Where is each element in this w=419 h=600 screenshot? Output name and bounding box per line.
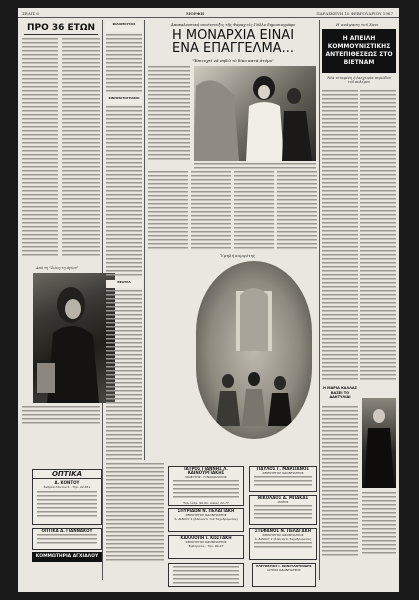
callas-photo [362,398,396,488]
doctor2-title: ΠΑΥΛΟΣ Γ. ΜΑΡΣΙΑΝΟΣ [256,466,310,471]
clinic-address: Ἀ. ΔΙΑΚΟΥ 2 (Ἀπέναντι Ταχυδρομείου) [254,537,312,541]
bottom-center-ad [168,563,244,587]
listing-title-2: ΚΙΝΗΜΑΤΟΓΡΑΦΟΙ [108,96,140,100]
doctor1-text [173,480,239,500]
doctor-ad-1 [168,466,244,506]
newspaper-page [18,8,399,592]
photo-caption-text [194,163,316,169]
optika-text [37,491,97,517]
anthro-ad [249,495,317,525]
photo-caption: Από τη "Ζώνη τη άγίου" [36,266,79,270]
callas-headline: Η ΜΑΡΙΑ ΚΑΛΛΑΣ ΒΑΖΕΙ ΤΟ ΔΑΚΤΥΛΙΔΙ [322,386,358,399]
page-number: ΣΕΛΙΣ 6 [22,11,39,16]
clinic-ad [249,528,317,560]
center-article-text [148,171,188,251]
page-header [18,8,399,18]
actress-photo [33,273,115,403]
anthro-title: ΝΙΚΟΛΑΟΣ Α. ΜΠΑΚΑΣ [257,495,309,500]
listing-box-1 [106,22,142,32]
optika-address: Ἀνδρέα Λόντου 5 - Τηλ. 22.451 [43,485,91,489]
fashion-photo [196,261,312,439]
center-article-text [148,66,190,162]
callas-article-text [362,492,396,556]
komotiria-banner: ΚΟΜΜΩΤΗΡΙΑ ΑΓΧΙΑΛΟΥ [32,552,102,562]
center-article-text [191,171,231,251]
left-article-text [22,38,58,258]
center-headline-2: ΕΝΑ ΕΠΑΓΓΕΛΜΑ... [172,41,294,56]
optika2-text [37,534,97,546]
left-article-text [62,38,100,258]
last-ad-title: ΕΛΕΥΘΕΡΙΟΣ Ι. ΚΩΝΣΤΑΝΤΙΝΙΔΗΣ [256,564,312,568]
listing-box-2 [106,96,142,104]
last-ad [252,563,316,587]
royal-photo [194,66,316,161]
right-subhead: Νέα τεταμένη ἡ ἐκεχειρία περιόδου τοῦ πολέμου [327,76,391,84]
doctor-ad-2 [249,466,317,492]
center-subhead: "Ἐπιτυχεῖ νὰ πηδῶ τὸ δίκο κατὰ ἀτόμο" [192,58,274,63]
callas-article-text [322,406,358,556]
optika-ad [32,469,102,525]
listing-title-1: ΦΙΛΟΜΟΥΣΟΣ [112,22,136,26]
clinic-text [254,542,312,550]
listings-text [106,290,142,460]
optika2-title: ΟΠΤΙΚΑ Α. ΓΙΑΝΝΑΚΟΥ [41,528,93,533]
notary-address: Ἐμπορικόν - Τηλ. 90-27 [188,544,224,548]
issue-date: ΠΑΡΑΣΚΕΥΗ 10 ΦΕΒΡΟΥΑΡΙΟΥ 1967 [316,11,393,16]
optika-title: ΟΠΤΙΚΑ [33,470,101,479]
optika-name: Α. ΚΟΝΤΟΥ [54,480,80,485]
doctor1-sub: ΜΑΙΕΥΤΗΡ - ΓΥΝΑΙΚΟΛΟΓΟΣ [185,475,227,479]
listing-box-3 [106,280,142,288]
column-rule [319,20,320,580]
center-kicker: Ἀποκαλυπτική συνέντευξις τῆς Φαραχ εἰς Γάλλο δημοσιογράφο [170,22,295,27]
notary-title: ΚΑΛΛΙΟΠΗ Ι. ΚΩΣΤΑΚΗ [180,535,232,540]
left-column-title: ΠΡΟ 36 ΕΤΩΝ [24,23,98,35]
elegance-caption: Ὑψηλή κομψότης [220,253,256,258]
listings-text [106,34,142,94]
clinic-title: ΣΤΕΦΑΝΟΣ Ν. ΠΕΛΑΓΑΚΗ [254,528,312,533]
doctor1-title: ΙΑΤΡΟΣ ΓΙΑΝΝΗΣ Λ. ΚΑΙΝΟΥΡΓΙΑΚΗΣ [184,466,228,475]
photo-subcaption-text [22,406,100,424]
masthead: ΜΟΡΦΗ [186,11,205,16]
column-rule [144,20,145,460]
last-ad-sub: ΙΑΤΡΟΣ ΟΔΟΝΤΙΑΤΡΟΣ [267,568,301,572]
listing-title-3: ΘΕΑΤΡΑ [117,280,131,284]
listings-text [106,106,142,276]
clinic-sub: ΧΕΙΡΟΥΡΓΟΣ ΟΔΟΝΤΙΑΤΡΟΣ [262,533,304,537]
lawyer-address: Ἀ. ΔΙΑΚΟΥ 2 (Ἀπέναντι τοῦ Ταχυδρομείου) [174,517,238,521]
right-headline: Η ΑΠΕΙΛΗ ΚΟΜΜΟΥΝΙΣΤΙΚΗΣ ΑΝΤΕΠΙΘΕΣΕΩΣ ΣΤΟ ΒΙΕΤΝΑΜ [322,29,396,73]
center-headline-1: Η ΜΟΝΑΡΧΙΑ ΕΙΝΑΙ [171,28,295,43]
doctor2-text [254,476,312,486]
center-article-text [277,171,317,251]
bottom-center-text [173,566,239,584]
lawyer-sub: ΧΕΙΡΟΥΡΓΟΣ ΟΔΟΝΤΙΑΤΡΟΣ [185,513,227,517]
center-article-text [234,171,274,251]
optika2-ad [32,528,102,550]
lawyer-title: ΣΠΥΡΙΔΩΝ Ν. ΠΕΛΑΓΙΑΚΗ [177,508,235,513]
right-article-text [322,90,358,380]
anthro-sub: ΙΑΤΡΟΣ [277,500,289,504]
small-ads-text [106,463,164,563]
lawyer-ad [168,508,244,532]
right-kicker: Η ανάψαση τού Χανι [336,22,379,27]
doctor1-phone: Τηλ. ἰατρ. 90-01, οἰκίας 22-77 [183,501,229,505]
anthro-text [254,505,312,519]
notary-ad [168,535,244,559]
notary-sub: ΧΕΙΡΟΥΡΓΟΣ ΟΔΟΝΤΙΑΤΡΟΣ [185,540,227,544]
doctor2-sub: ΧΕΙΡΟΥΡΓΟΣ ΟΔΟΝΤΙΑΤΡΟΣ [262,471,304,475]
right-article-text [360,90,396,380]
